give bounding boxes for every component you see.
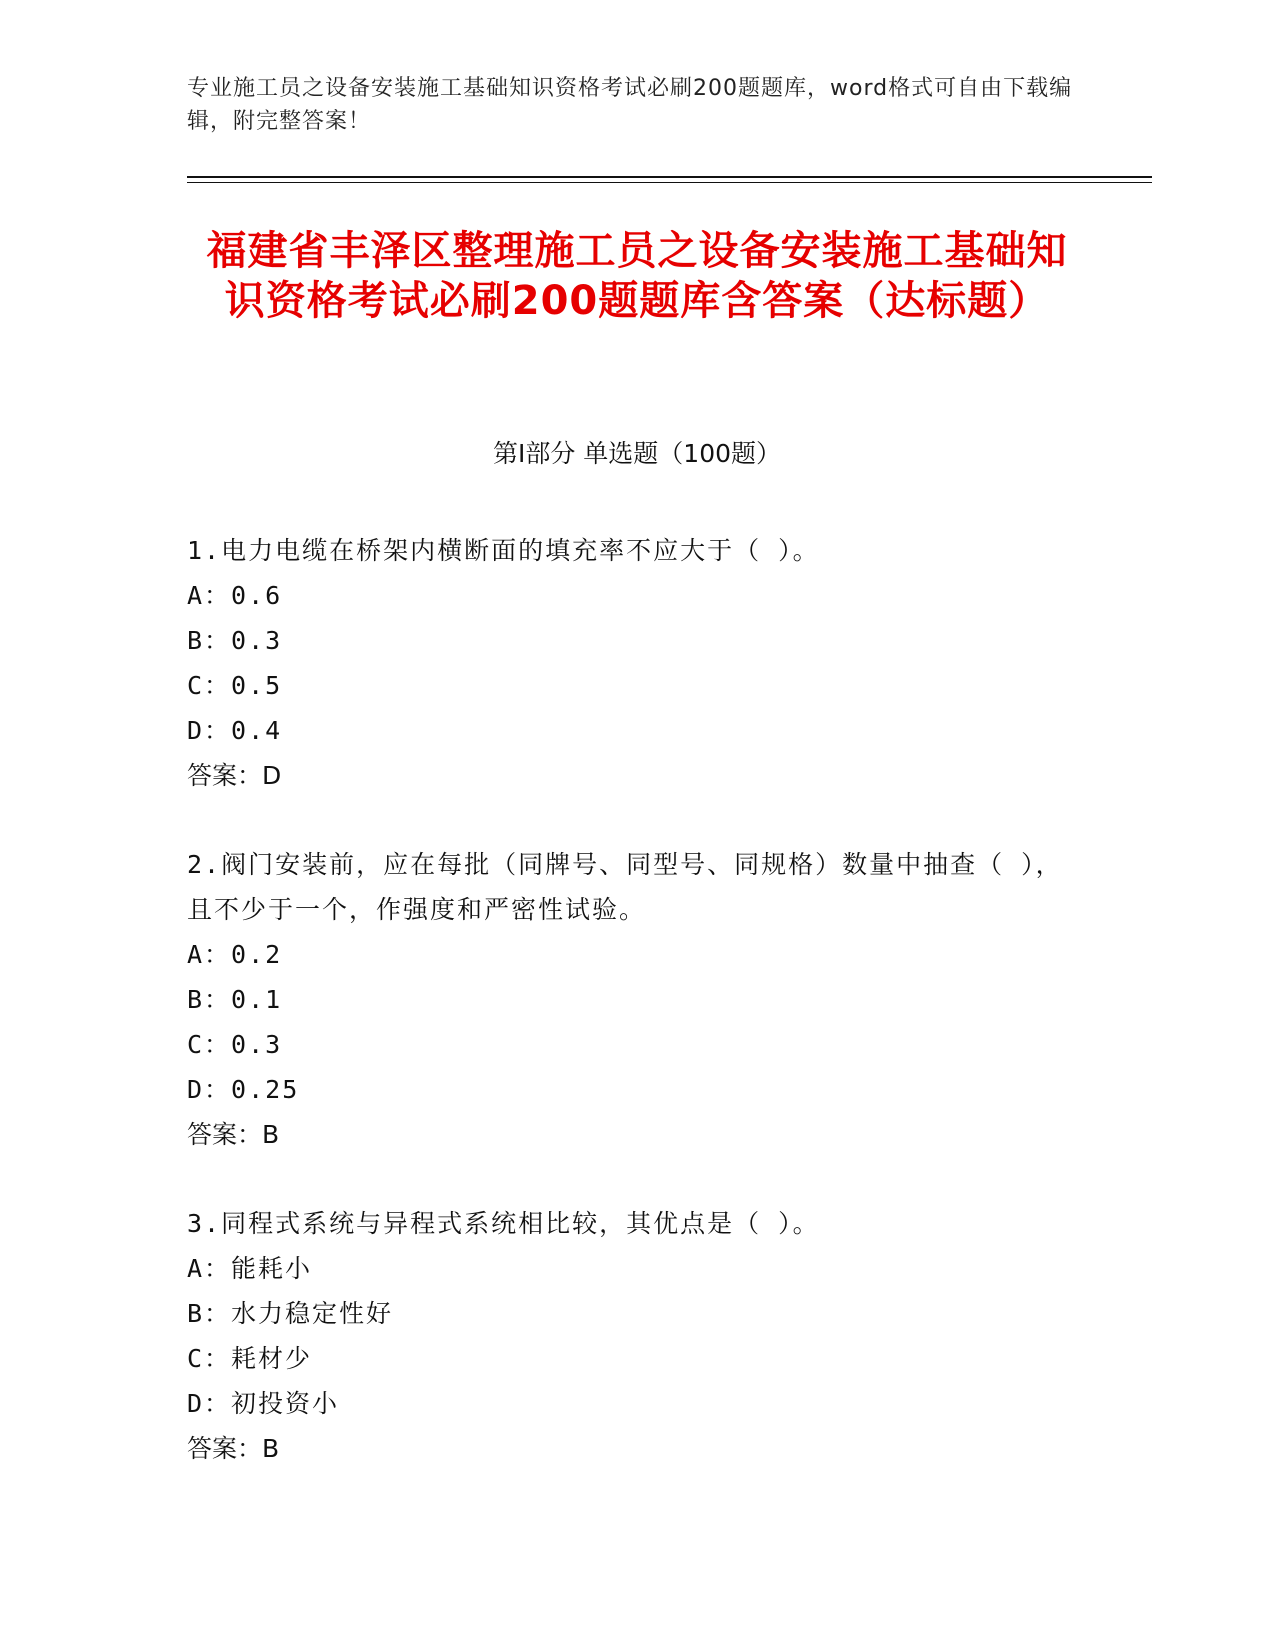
option-a: A：0.6: [187, 581, 283, 610]
question-1: [187, 528, 1087, 798]
question-stem: 3.同程式系统与异程式系统相比较，其优点是（ ）。: [187, 1209, 820, 1238]
question-list: [187, 528, 1087, 1515]
option-c: C：0.5: [187, 671, 283, 700]
option-c: C：0.3: [187, 1030, 283, 1059]
option-b: B：水力稳定性好: [187, 1299, 394, 1328]
question-2: [187, 842, 1087, 1157]
answer: 答案：D: [187, 761, 282, 790]
section-heading: 第Ⅰ部分 单选题（100题）: [492, 439, 782, 468]
option-d: D：0.25: [187, 1075, 300, 1104]
answer: 答案：B: [187, 1434, 280, 1463]
option-b: B：0.3: [187, 626, 283, 655]
header-note: 专业施工员之设备安装施工基础知识资格考试必刷200题题库，word格式可自由下载编辑，附完整答案！: [187, 76, 1073, 134]
option-d: D：0.4: [187, 716, 283, 745]
document-title: 福建省丰泽区整理施工员之设备安装施工基础知识资格考试必刷200题题库含答案（达标题）: [206, 228, 1068, 324]
option-c: C：耗材少: [187, 1344, 313, 1373]
header-divider-thin: [187, 182, 1152, 183]
question-stem: 2.阀门安装前，应在每批（同牌号、同型号、同规格）数量中抽查（ ），且不少于一个，作强度和严密性试验。: [187, 850, 1063, 924]
question-stem: 1.电力电缆在桥架内横断面的填充率不应大于（ ）。: [187, 536, 820, 565]
question-3: [187, 1201, 1087, 1471]
option-a: A：能耗小: [187, 1254, 313, 1283]
option-d: D：初投资小: [187, 1389, 340, 1418]
answer: 答案：B: [187, 1120, 280, 1149]
option-b: B：0.1: [187, 985, 283, 1014]
header-divider-thick: [187, 176, 1152, 178]
option-a: A：0.2: [187, 940, 283, 969]
